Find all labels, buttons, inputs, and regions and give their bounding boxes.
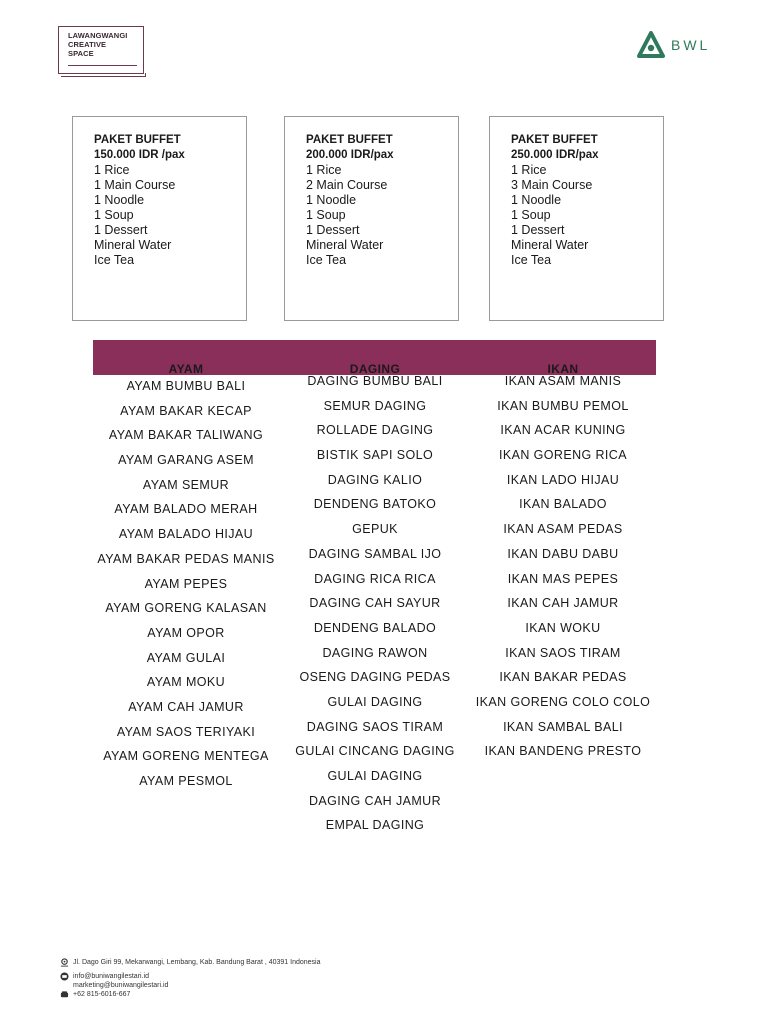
- bwl-logo: [637, 30, 710, 60]
- menu-item: IKAN ASAM PEDAS: [503, 522, 623, 537]
- package-price: 150.000 IDR /pax: [94, 149, 185, 161]
- menu-item: IKAN WOKU: [525, 620, 601, 635]
- email-icon: [60, 972, 69, 981]
- package-item: 1 Dessert: [306, 223, 360, 237]
- package-item: 1 Soup: [94, 208, 134, 222]
- menu-item: IKAN BUMBU PEMOL: [497, 398, 629, 413]
- menu-item: AYAM BUMBU BALI: [126, 379, 246, 393]
- menu-item: DAGING BUMBU BALI: [307, 374, 443, 388]
- menu-item: AYAM GARANG ASEM: [118, 453, 254, 468]
- package-item: 3 Main Course: [511, 178, 593, 192]
- package-item: Mineral Water: [94, 238, 172, 252]
- package-price: 200.000 IDR/pax: [306, 149, 394, 161]
- menu-item: DAGING CAH SAYUR: [309, 596, 441, 611]
- menu-item: ROLLADE DAGING: [316, 423, 434, 438]
- menu-item: AYAM BALADO HIJAU: [118, 527, 254, 542]
- package-price: 250.000 IDR/pax: [511, 149, 599, 161]
- menu-item: DAGING SAOS TIRAM: [306, 719, 444, 734]
- package-item: Mineral Water: [511, 238, 589, 252]
- logo-line-3: SPACE: [68, 49, 94, 58]
- menu-item: BISTIK SAPI SOLO: [316, 448, 434, 463]
- menu-item: AYAM CAH JAMUR: [128, 699, 244, 714]
- menu-item: IKAN ASAM MANIS: [504, 374, 622, 388]
- logo-line-1: LAWANGWANGI: [68, 31, 128, 40]
- footer-address: Jl. Dago Giri 99, Mekarwangi, Lembang, Kab. Bandung Barat , 40391 Indonesia: [73, 959, 321, 966]
- footer-contact: [60, 958, 321, 999]
- phone-icon: [60, 990, 69, 999]
- menu-list: [466, 369, 660, 764]
- package-item: 1 Noodle: [511, 193, 562, 207]
- menu-item: IKAN DABU DABU: [507, 546, 619, 561]
- package-title: PAKET BUFFET: [94, 134, 181, 146]
- menu-list: [284, 369, 466, 838]
- menu-item: DENDENG BALADO: [313, 620, 437, 635]
- menu-column-ayam: [88, 362, 284, 794]
- package-item: 1 Soup: [306, 208, 346, 222]
- package-item: Ice Tea: [94, 253, 135, 267]
- package-card-200: [284, 116, 459, 321]
- logo-line-2: CREATIVE: [68, 40, 107, 49]
- package-item: 1 Dessert: [511, 223, 565, 237]
- footer-email-marketing[interactable]: marketing@buniwangilestari.id: [73, 982, 169, 989]
- menu-item: IKAN BALADO: [519, 497, 607, 512]
- menu-item: AYAM BAKAR KECAP: [120, 403, 252, 418]
- menu-item: AYAM BAKAR TALIWANG: [108, 428, 264, 443]
- menu-item: IKAN CAH JAMUR: [507, 596, 619, 611]
- menu-column-header: DAGING: [349, 362, 401, 376]
- menu-item: AYAM BALADO MERAH: [114, 502, 258, 517]
- footer-email-line: [60, 972, 321, 990]
- location-pin-icon: [60, 958, 69, 967]
- footer-phone-line: [60, 990, 321, 999]
- menu-column-ikan: [466, 362, 660, 764]
- menu-item: GULAI DAGING: [327, 694, 423, 709]
- menu-item: AYAM BAKAR PEDAS MANIS: [97, 551, 275, 566]
- menu-item: IKAN LADO HIJAU: [506, 472, 620, 487]
- menu-column-header: IKAN: [547, 362, 579, 376]
- bwl-logo-text: BWL: [671, 37, 711, 53]
- package-card-250: [489, 116, 664, 321]
- menu-item: EMPAL DAGING: [325, 818, 425, 833]
- menu-item: IKAN BANDENG PRESTO: [484, 744, 642, 759]
- menu-item: AYAM OPOR: [147, 625, 225, 640]
- menu-item: AYAM PEPES: [144, 576, 228, 591]
- package-item: 1 Main Course: [94, 178, 176, 192]
- package-item: 1 Noodle: [94, 193, 145, 207]
- package-title: PAKET BUFFET: [306, 134, 393, 146]
- menu-item: OSENG DAGING PEDAS: [299, 670, 451, 685]
- menu-column-header: AYAM: [168, 362, 204, 376]
- package-item: 1 Rice: [306, 163, 342, 177]
- menu-item: DAGING CAH JAMUR: [308, 793, 442, 808]
- menu-column-daging: [284, 362, 466, 838]
- menu-item: DAGING KALIO: [327, 472, 423, 487]
- package-item: Ice Tea: [306, 253, 347, 267]
- menu-list: [88, 374, 284, 794]
- menu-item: AYAM PESMOL: [139, 774, 233, 788]
- menu-item: IKAN SAOS TIRAM: [505, 645, 621, 660]
- menu-item: GULAI DAGING: [327, 769, 423, 783]
- package-item: 1 Noodle: [306, 193, 357, 207]
- menu-item: GEPUK: [352, 522, 398, 537]
- menu-item: AYAM GORENG MENTEGA: [103, 749, 269, 764]
- menu-item: IKAN GORENG COLO COLO: [475, 694, 651, 709]
- menu-item: DAGING RICA RICA: [314, 571, 436, 586]
- menu-item: AYAM MOKU: [146, 675, 226, 690]
- menu-item: DENDENG BATOKO: [313, 497, 437, 512]
- menu-item: AYAM GULAI: [146, 650, 226, 665]
- menu-item: AYAM SAOS TERIYAKI: [116, 724, 256, 739]
- menu-item: AYAM GORENG KALASAN: [105, 601, 267, 616]
- menu-item: IKAN GORENG RICA: [499, 448, 627, 463]
- package-card-150: [72, 116, 247, 321]
- menu-item: IKAN MAS PEPES: [507, 571, 619, 586]
- menu-item: AYAM SEMUR: [142, 477, 230, 492]
- menu-item: DAGING SAMBAL IJO: [308, 546, 442, 561]
- package-item: 1 Rice: [511, 163, 547, 177]
- logo-shadow: [61, 73, 146, 77]
- package-item: Ice Tea: [511, 253, 552, 267]
- lawangwangi-logo: [58, 26, 144, 74]
- menu-item: IKAN SAMBAL BALI: [503, 719, 623, 734]
- menu-item: IKAN BAKAR PEDAS: [499, 670, 627, 685]
- package-title: PAKET BUFFET: [511, 134, 598, 146]
- footer-address-line: [60, 958, 321, 967]
- menu-item: GULAI CINCANG DAGING: [295, 744, 455, 759]
- menu-item: SEMUR DAGING: [323, 398, 427, 413]
- package-item: 1 Dessert: [94, 223, 148, 237]
- package-item: Mineral Water: [306, 238, 384, 252]
- package-item: 1 Rice: [94, 163, 130, 177]
- bwl-triangle-icon: [637, 31, 665, 59]
- menu-item: DAGING RAWON: [322, 645, 428, 660]
- footer-phone[interactable]: +62 815-6016-667: [73, 991, 131, 998]
- footer-email-info[interactable]: info@buniwangilestari.id: [73, 973, 149, 980]
- package-item: 1 Soup: [511, 208, 551, 222]
- package-item: 2 Main Course: [306, 178, 388, 192]
- logo-underline: [68, 65, 137, 66]
- menu-item: IKAN ACAR KUNING: [500, 423, 626, 438]
